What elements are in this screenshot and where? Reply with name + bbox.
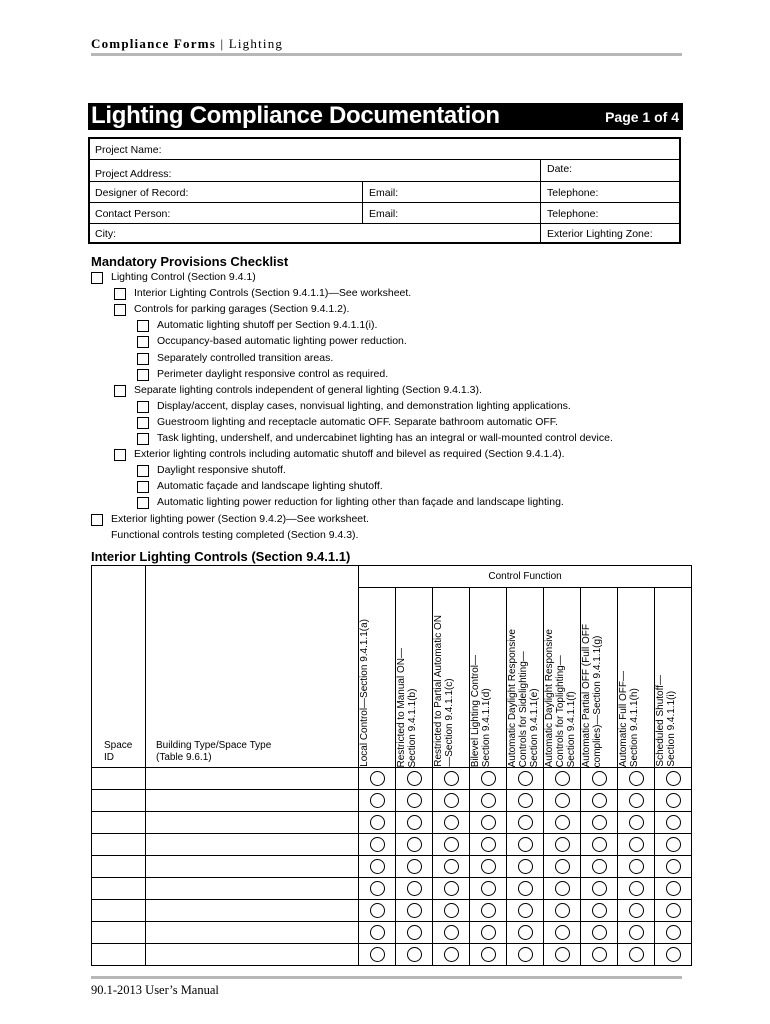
building-type-cell[interactable] <box>146 944 359 966</box>
space-id-header-line1: Space <box>104 740 133 751</box>
radio-circle[interactable] <box>444 947 459 962</box>
radio-circle[interactable] <box>592 947 607 962</box>
control-column-header <box>359 588 396 768</box>
control-cell <box>433 922 470 944</box>
radio-circle[interactable] <box>666 903 681 918</box>
control-cell <box>470 834 507 856</box>
building-type-cell[interactable] <box>146 812 359 834</box>
building-type-cell[interactable] <box>146 856 359 878</box>
control-cell <box>396 900 433 922</box>
control-cell <box>655 790 692 812</box>
control-column-header <box>396 588 433 768</box>
radio-circle[interactable] <box>370 837 385 852</box>
control-cell <box>618 900 655 922</box>
control-cell <box>470 922 507 944</box>
control-column-header <box>470 588 507 768</box>
control-column-label-line: Section 9.4.1.1(e) <box>529 688 540 767</box>
radio-circle[interactable] <box>407 903 422 918</box>
building-type-cell[interactable] <box>146 790 359 812</box>
checklist-item-label: Functional controls testing completed (Section 9.4.3). <box>111 528 359 541</box>
control-cell <box>396 790 433 812</box>
control-cell <box>655 834 692 856</box>
control-cell <box>359 812 396 834</box>
space-id-cell[interactable] <box>92 944 146 966</box>
space-id-header <box>92 566 146 768</box>
radio-circle[interactable] <box>592 837 607 852</box>
radio-circle[interactable] <box>555 859 570 874</box>
info-divider <box>540 159 541 181</box>
space-id-header-line2: ID <box>104 752 114 763</box>
radio-circle[interactable] <box>481 881 496 896</box>
control-cell <box>507 900 544 922</box>
radio-circle[interactable] <box>481 859 496 874</box>
radio-circle[interactable] <box>666 859 681 874</box>
controls-table <box>91 565 692 966</box>
header-separator: | <box>220 36 225 51</box>
control-cell <box>359 790 396 812</box>
checkbox[interactable] <box>137 417 149 429</box>
control-column-label-line: Automatic Full OFF— <box>618 670 629 767</box>
control-column-label-line: Automatic Partial OFF (Full OFF <box>581 623 592 767</box>
radio-circle[interactable] <box>555 947 570 962</box>
checklist-item-label: Separately controlled transition areas. <box>157 351 334 364</box>
radio-circle[interactable] <box>481 771 496 786</box>
radio-circle[interactable] <box>444 793 459 808</box>
space-id-cell[interactable] <box>92 922 146 944</box>
radio-circle[interactable] <box>481 793 496 808</box>
building-type-header-line1: Building Type/Space Type <box>156 740 272 751</box>
control-column-label <box>544 625 577 767</box>
table-row <box>92 812 692 834</box>
control-column-label-line: complies)—Section 9.4.1.1(g) <box>592 635 603 767</box>
control-column-header <box>655 588 692 768</box>
radio-circle[interactable] <box>444 881 459 896</box>
checklist-item-label: Occupancy-based automatic lighting power reduction. <box>157 335 407 348</box>
radio-circle[interactable] <box>629 815 644 830</box>
radio-circle[interactable] <box>666 837 681 852</box>
table-row <box>92 878 692 900</box>
checklist-item-label: Daylight responsive shutoff. <box>157 464 286 477</box>
radio-circle[interactable] <box>518 925 533 940</box>
radio-circle[interactable] <box>555 837 570 852</box>
control-cell <box>507 856 544 878</box>
space-id-cell[interactable] <box>92 790 146 812</box>
control-column-label-line: Section 9.4.1.1(i) <box>666 691 677 767</box>
radio-circle[interactable] <box>481 903 496 918</box>
checklist-item-label: Separate lighting controls independent of general lighting (Section 9.4.1.3). <box>134 383 482 396</box>
radio-circle[interactable] <box>407 771 422 786</box>
control-cell <box>507 768 544 790</box>
radio-circle[interactable] <box>481 947 496 962</box>
city-label: City: <box>95 228 116 240</box>
control-cell <box>396 922 433 944</box>
building-type-header-line2: (Table 9.6.1) <box>156 752 212 763</box>
control-cell <box>470 944 507 966</box>
control-cell <box>433 790 470 812</box>
checklist-item-label: Lighting Control (Section 9.4.1) <box>111 271 256 283</box>
radio-circle[interactable] <box>370 859 385 874</box>
radio-circle[interactable] <box>518 859 533 874</box>
checkbox[interactable] <box>137 336 149 348</box>
table-row <box>92 922 692 944</box>
checklist-item-label: Interior Lighting Controls (Section 9.4.1.1)—See worksheet. <box>134 287 412 300</box>
space-id-cell[interactable] <box>92 768 146 790</box>
control-cell <box>581 856 618 878</box>
control-column-label <box>618 667 640 767</box>
control-cell <box>655 878 692 900</box>
running-header <box>91 36 283 52</box>
radio-circle[interactable] <box>518 881 533 896</box>
building-type-header <box>146 566 359 768</box>
exterior-zone-label: Exterior Lighting Zone: <box>547 228 653 240</box>
control-cell <box>396 878 433 900</box>
checkbox[interactable] <box>137 401 149 413</box>
control-column-label-line: Controls for Toplighting— <box>555 654 566 767</box>
control-cell <box>581 878 618 900</box>
radio-circle[interactable] <box>592 771 607 786</box>
checkbox[interactable] <box>91 272 103 284</box>
control-cell <box>507 878 544 900</box>
checkbox[interactable] <box>137 353 149 365</box>
building-type-cell[interactable] <box>146 900 359 922</box>
control-cell <box>544 900 581 922</box>
radio-circle[interactable] <box>370 903 385 918</box>
space-id-cell[interactable] <box>92 900 146 922</box>
checkbox[interactable] <box>114 288 126 300</box>
project-info-box <box>88 137 681 244</box>
radio-circle[interactable] <box>370 925 385 940</box>
control-cell <box>507 834 544 856</box>
control-cell <box>396 812 433 834</box>
radio-circle[interactable] <box>518 837 533 852</box>
control-cell <box>581 922 618 944</box>
control-cell <box>618 944 655 966</box>
control-cell <box>544 878 581 900</box>
checkbox[interactable] <box>137 481 149 493</box>
radio-circle[interactable] <box>444 771 459 786</box>
control-cell <box>396 856 433 878</box>
control-column-label-line: Automatic Daylight Responsive <box>544 628 555 767</box>
control-cell <box>470 856 507 878</box>
control-cell <box>618 856 655 878</box>
control-column-header <box>581 588 618 768</box>
page-footer: 90.1-2013 User’s Manual <box>91 983 219 997</box>
radio-circle[interactable] <box>407 859 422 874</box>
control-cell <box>655 900 692 922</box>
control-cell <box>433 878 470 900</box>
control-cell <box>618 812 655 834</box>
radio-circle[interactable] <box>592 859 607 874</box>
control-cell <box>359 768 396 790</box>
control-cell <box>581 900 618 922</box>
radio-circle[interactable] <box>444 925 459 940</box>
radio-circle[interactable] <box>629 771 644 786</box>
control-cell <box>470 900 507 922</box>
radio-circle[interactable] <box>629 947 644 962</box>
radio-circle[interactable] <box>555 925 570 940</box>
control-cell <box>655 768 692 790</box>
radio-circle[interactable] <box>481 815 496 830</box>
table-row <box>92 834 692 856</box>
header-rule <box>91 53 682 56</box>
control-column-label-line: Section 9.4.1.1(f) <box>566 690 577 767</box>
radio-circle[interactable] <box>629 903 644 918</box>
control-cell <box>433 900 470 922</box>
table-row <box>92 900 692 922</box>
control-column-header <box>433 588 470 768</box>
table-row <box>92 944 692 966</box>
radio-circle[interactable] <box>629 793 644 808</box>
control-cell <box>655 856 692 878</box>
header-topic: Lighting <box>228 36 284 51</box>
control-cell <box>544 856 581 878</box>
control-function-header: Control Function <box>359 566 692 588</box>
checkbox[interactable] <box>137 465 149 477</box>
space-id-cell[interactable] <box>92 834 146 856</box>
control-column-label-line: Section 9.4.1.1(d) <box>481 688 492 767</box>
control-cell <box>470 878 507 900</box>
radio-circle[interactable] <box>629 859 644 874</box>
control-column-label-line: —Section 9.4.1.1(c) <box>444 678 455 767</box>
radio-circle[interactable] <box>481 837 496 852</box>
control-cell <box>433 944 470 966</box>
checkbox[interactable] <box>114 385 126 397</box>
control-column-label <box>655 671 677 767</box>
radio-circle[interactable] <box>592 881 607 896</box>
checkbox[interactable] <box>114 304 126 316</box>
control-cell <box>618 768 655 790</box>
radio-circle[interactable] <box>444 859 459 874</box>
control-cell <box>396 834 433 856</box>
control-column-label-line: Section 9.4.1.1(h) <box>629 688 640 767</box>
control-column-label-line: Restricted to Manual ON— <box>396 647 407 767</box>
radio-circle[interactable] <box>592 903 607 918</box>
checklist-item-label: Exterior lighting power (Section 9.4.2)—See worksheet. <box>111 512 369 525</box>
header-section: Compliance Forms <box>91 36 216 51</box>
radio-circle[interactable] <box>444 903 459 918</box>
radio-circle[interactable] <box>370 881 385 896</box>
radio-circle[interactable] <box>666 793 681 808</box>
checklist-item-label: Perimeter daylight responsive control as required. <box>157 367 389 380</box>
building-type-cell[interactable] <box>146 878 359 900</box>
radio-circle[interactable] <box>629 837 644 852</box>
checkbox[interactable] <box>137 369 149 381</box>
control-cell <box>618 878 655 900</box>
project-name-label: Project Name: <box>95 144 162 156</box>
radio-circle[interactable] <box>555 903 570 918</box>
info-divider <box>90 159 679 160</box>
building-type-cell[interactable] <box>146 834 359 856</box>
radio-circle[interactable] <box>370 793 385 808</box>
radio-circle[interactable] <box>555 771 570 786</box>
radio-circle[interactable] <box>592 925 607 940</box>
radio-circle[interactable] <box>666 947 681 962</box>
checkbox[interactable] <box>137 433 149 445</box>
checklist-item-label: Exterior lighting controls including automatic shutoff and bilevel as required (Section 9.4.1.4). <box>134 448 565 461</box>
radio-circle[interactable] <box>629 925 644 940</box>
control-cell <box>544 834 581 856</box>
control-cell <box>544 922 581 944</box>
table-row <box>92 768 692 790</box>
radio-circle[interactable] <box>666 771 681 786</box>
control-cell <box>655 922 692 944</box>
control-cell <box>507 812 544 834</box>
checkbox[interactable] <box>114 449 126 461</box>
radio-circle[interactable] <box>444 837 459 852</box>
telephone-label-2: Telephone: <box>547 208 599 220</box>
footer-rule <box>91 976 682 979</box>
control-cell <box>433 812 470 834</box>
radio-circle[interactable] <box>555 815 570 830</box>
radio-circle[interactable] <box>370 947 385 962</box>
radio-circle[interactable] <box>518 793 533 808</box>
radio-circle[interactable] <box>518 947 533 962</box>
control-cell <box>581 812 618 834</box>
control-cell <box>470 812 507 834</box>
control-column-label-line: Restricted to Partial Automatic ON <box>433 615 444 767</box>
radio-circle[interactable] <box>518 815 533 830</box>
info-divider <box>90 223 679 224</box>
radio-circle[interactable] <box>444 815 459 830</box>
radio-circle[interactable] <box>407 881 422 896</box>
radio-circle[interactable] <box>555 881 570 896</box>
title-bar <box>88 103 683 130</box>
control-column-label-line: Bilevel Lighting Control— <box>470 654 481 767</box>
project-address-label: Project Address: <box>95 168 172 180</box>
control-cell <box>470 790 507 812</box>
control-cell <box>544 812 581 834</box>
radio-circle[interactable] <box>592 793 607 808</box>
page-title: Lighting Compliance Documentation <box>91 102 500 129</box>
control-column-label <box>359 615 370 767</box>
control-column-header <box>507 588 544 768</box>
control-column-header <box>544 588 581 768</box>
radio-circle[interactable] <box>666 881 681 896</box>
control-cell <box>544 944 581 966</box>
control-cell <box>618 790 655 812</box>
control-cell <box>618 922 655 944</box>
control-column-label-line: Section 9.4.1.1(b) <box>407 688 418 767</box>
email-label-1: Email: <box>369 187 399 199</box>
date-label: Date: <box>547 163 573 175</box>
checklist-title: Mandatory Provisions Checklist <box>91 254 289 269</box>
contact-label: Contact Person: <box>95 208 171 220</box>
radio-circle[interactable] <box>407 793 422 808</box>
telephone-label-1: Telephone: <box>547 187 599 199</box>
checklist-item-label: Display/accent, display cases, nonvisual lighting, and demonstration lighting applications. <box>157 399 571 412</box>
space-id-cell[interactable] <box>92 812 146 834</box>
radio-circle[interactable] <box>407 925 422 940</box>
space-id-cell[interactable] <box>92 878 146 900</box>
designer-label: Designer of Record: <box>95 187 189 199</box>
controls-table-title: Interior Lighting Controls (Section 9.4.1.1) <box>91 549 351 564</box>
control-cell <box>359 856 396 878</box>
checklist-item-label: Controls for parking garages (Section 9.4.1.2). <box>134 303 350 316</box>
info-divider <box>90 181 679 182</box>
control-column-label-line: Scheduled Shutoff— <box>655 675 666 767</box>
control-cell <box>359 878 396 900</box>
control-column-label <box>581 620 603 767</box>
control-cell <box>359 900 396 922</box>
radio-circle[interactable] <box>370 815 385 830</box>
checklist-item-label: Automatic lighting shutoff per Section 9.4.1.1(i). <box>157 319 378 332</box>
control-cell <box>581 768 618 790</box>
control-cell <box>396 768 433 790</box>
info-divider <box>540 181 541 244</box>
table-row <box>92 790 692 812</box>
control-cell <box>433 834 470 856</box>
radio-circle[interactable] <box>518 771 533 786</box>
control-cell <box>581 790 618 812</box>
checklist-item-label: Guestroom lighting and receptacle automatic OFF. Separate bathroom automatic OFF. <box>157 415 558 428</box>
checkbox[interactable] <box>137 320 149 332</box>
control-cell <box>507 790 544 812</box>
control-column-header <box>618 588 655 768</box>
control-cell <box>544 790 581 812</box>
radio-circle[interactable] <box>407 947 422 962</box>
radio-circle[interactable] <box>407 837 422 852</box>
radio-circle[interactable] <box>370 771 385 786</box>
control-cell <box>507 944 544 966</box>
page-number: Page 1 of 4 <box>605 109 679 125</box>
control-cell <box>581 834 618 856</box>
checklist-item-label: Automatic façade and landscape lighting shutoff. <box>157 480 383 493</box>
radio-circle[interactable] <box>666 815 681 830</box>
radio-circle[interactable] <box>481 925 496 940</box>
control-cell <box>655 812 692 834</box>
radio-circle[interactable] <box>407 815 422 830</box>
control-cell <box>655 944 692 966</box>
table-row <box>92 856 692 878</box>
control-cell <box>359 834 396 856</box>
building-type-cell[interactable] <box>146 768 359 790</box>
control-cell <box>359 944 396 966</box>
building-type-cell[interactable] <box>146 922 359 944</box>
control-column-label <box>470 651 492 767</box>
control-cell <box>433 768 470 790</box>
control-column-label <box>396 644 418 768</box>
email-label-2: Email: <box>369 208 399 220</box>
radio-circle[interactable] <box>666 925 681 940</box>
control-cell <box>581 944 618 966</box>
checklist-item-label: Automatic lighting power reduction for lighting other than façade and landscape lighting. <box>157 496 564 509</box>
control-column-label-line: Controls for Sidelighting— <box>518 650 529 767</box>
control-column-label <box>507 625 540 767</box>
control-cell <box>359 922 396 944</box>
control-cell <box>544 768 581 790</box>
radio-circle[interactable] <box>555 793 570 808</box>
control-cell <box>618 834 655 856</box>
control-cell <box>396 944 433 966</box>
radio-circle[interactable] <box>592 815 607 830</box>
control-cell <box>433 856 470 878</box>
radio-circle[interactable] <box>518 903 533 918</box>
radio-circle[interactable] <box>629 881 644 896</box>
checkbox[interactable] <box>91 514 103 526</box>
checklist-item-label: Task lighting, undershelf, and undercabinet lighting has an integral or wall-mounted control device. <box>157 432 613 444</box>
checkbox[interactable] <box>137 497 149 509</box>
control-cell <box>507 922 544 944</box>
space-id-cell[interactable] <box>92 856 146 878</box>
info-divider <box>90 202 679 203</box>
control-cell <box>470 768 507 790</box>
control-column-label <box>433 611 455 767</box>
control-column-label-line: Automatic Daylight Responsive <box>507 628 518 767</box>
control-column-label-line: Local Control—Section 9.4.1.1(a) <box>359 619 370 767</box>
